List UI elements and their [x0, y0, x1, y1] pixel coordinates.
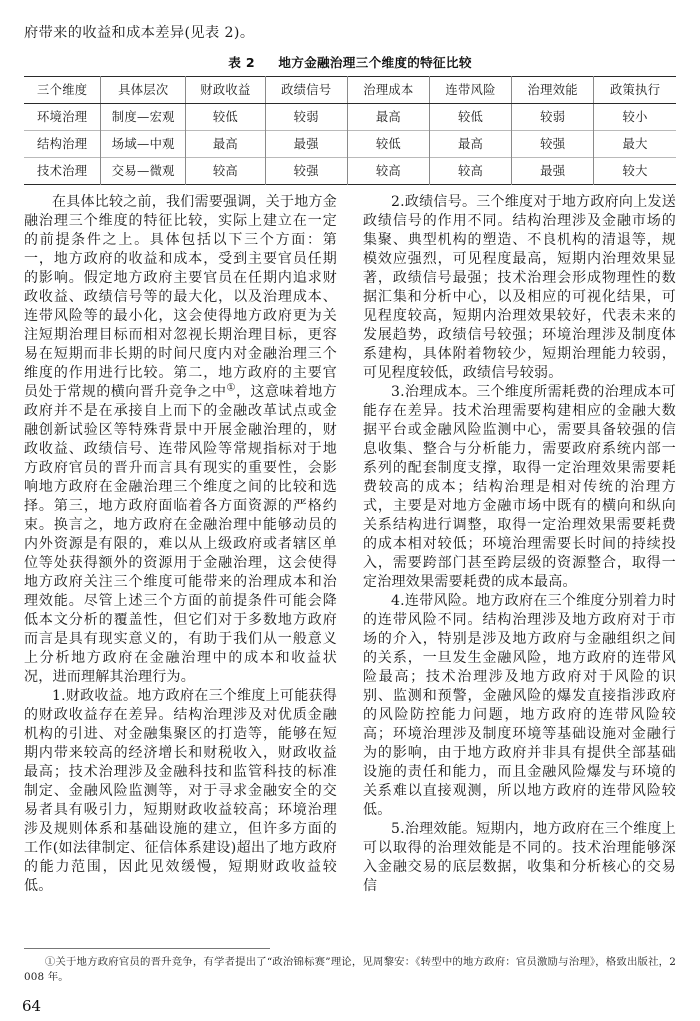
table-cell: 最强	[265, 131, 347, 158]
paragraph-governance-cost: 3.治理成本。三个维度所需耗费的治理成本可能存在差异。技术治理需要构建相应的金融大数据平台或金融风险监测中心，需要具备较强的信息收集、整合与分析能力，需要政府系统内部一系列的配套制度支撑，取得一定治理效果需要耗费较高的成本；结构治理是相对传统的治理方式，主要是对地方金融市场中既有的横向和纵向关系结构进行调整，取得一定治理效果需要耗费的成本相对较低；环境治理需要长时间的持续投入，需要跨部门甚至跨层级的资源整合，取得一定治理效果需要耗费的成本最高。	[363, 384, 676, 590]
table-header-cell: 政策执行	[594, 77, 676, 104]
table-cell: 较大	[594, 158, 676, 185]
table-header-cell: 连带风险	[429, 77, 511, 104]
paragraph-premises	[24, 193, 337, 687]
table-cell: 结构治理	[24, 131, 101, 158]
table-row	[24, 104, 676, 131]
table-cell: 较弱	[265, 104, 347, 131]
table-cell: 较低	[429, 104, 511, 131]
paragraph-governance-efficacy: 5.治理效能。短期内，地方政府在三个维度上可以取得的治理效能是不同的。技术治理能够深入金融交易的底层数据，收集和分析核心的交易信	[363, 821, 676, 894]
table-cell: 场域—中观	[101, 131, 186, 158]
paragraph-text: 在具体比较之前，我们需要强调，关于地方金融治理三个维度的特征比较，实际上建立在一定的前提条件之上。具体包括以下三个方面：第一，地方政府的收益和成本，受到主要官员任期的影响。假定地方政府主要官员在任期内追求财政收益、政绩信号等的最大化，以及治理成本、连带风险等的最小化，这会使得地方政府更为关注短期治理目标而相对忽视长期治理目标，更容易在短期而非长期的时间尺度内对金融治理三个维度的作用进行比较。第二，地方政府的主要官员处于常规的横向晋升竞争之中	[24, 194, 337, 400]
table-header-cell: 财政收益	[186, 77, 266, 104]
table-cell: 制度—宏观	[101, 104, 186, 131]
table-cell: 交易—微观	[101, 158, 186, 185]
table-cell: 最大	[594, 131, 676, 158]
table-cell: 较高	[429, 158, 511, 185]
table-header-cell: 具体层次	[101, 77, 186, 104]
paragraph-performance-signal: 2.政绩信号。三个维度对于地方政府向上发送政绩信号的作用不同。结构治理涉及金融市场的集聚、典型机构的塑造、不良机构的清退等，规模效应强烈，可见程度最高，短期内治理效果显著，政绩信号最强；技术治理会形成物理性的数据汇集和分析中心，以及相应的可视化结果，可见程度较高，短期内治理效果较好，代表未来的发展趋势，政绩信号较强；环境治理涉及制度体系建构，具体附着物较少，短期治理能力较弱，可见程度较低，政绩信号较弱。	[363, 194, 676, 381]
table-caption	[24, 55, 676, 71]
table-header-cell: 三个维度	[24, 77, 101, 104]
table-cell: 最强	[512, 158, 594, 185]
footnote-area	[24, 948, 676, 984]
footnote-reference-marker: ①	[226, 382, 236, 394]
table-header-cell: 政绩信号	[265, 77, 347, 104]
footnote-text: 关于地方政府官员的晋升竞争，有学者提出了“政治锦标赛”理论，见周黎安：《转型中的地方政府：官员激励与治理》，格致出版社，2008 年。	[24, 956, 676, 983]
table-header-cell: 治理效能	[512, 77, 594, 104]
footnote-entry	[24, 955, 676, 984]
right-column	[363, 193, 676, 938]
paragraph-text-cont: ，这意味着地方政府并不是在承接自上而下的金融改革试点或金融创新试验区等特殊背景中开展金融治理的，财政收益、政绩信号、连带风险等常规指标对于地方政府官员的晋升而言具有现实的重要性，会影响地方政府在金融治理三个维度之间的比较和选择。第三，地方政府面临着各方面资源的严格约束。换言之，地方政府在金融治理中能够动员的内外资源是有限的，难以从上级政府或者辖区单位等处获得额外的资源用于金融治理，这会使得地方政府关注三个维度可能带来的治理成本和治理效能。尽管上述三个方面的前提条件可能会降低本文分析的覆盖性，但它们对于多数地方政府而言是具有现实意义的，有助于我们从一般意义上分析地方政府在金融治理中的成本和收益状况，进而理解其治理行为。	[24, 384, 338, 685]
paragraph-fiscal-revenue: 1.财政收益。地方政府在三个维度上可能获得的财政收益存在差异。结构治理涉及对优质金融机构的引进、对金融集聚区的打造等，能够在短期内带来较高的经济增长和财税收入，财政收益最高；技术治理涉及金融科技和监管科技的标准制定、金融风险监测等，对于寻求金融安全的交易者具有吸引力，短期财政收益较高；环境治理涉及规则体系和基础设施的建立，但许多方面的工作(如法律制定、征信体系建设)超出了地方政府的能力范围，因此见效缓慢，短期财政收益较低。	[24, 688, 337, 894]
table-cell: 环境治理	[24, 104, 101, 131]
table-cell: 较低	[347, 131, 429, 158]
table-block	[24, 55, 676, 185]
table-cell: 最高	[186, 131, 266, 158]
body-columns	[24, 193, 676, 938]
table-cell: 较弱	[512, 104, 594, 131]
table-header-cell: 治理成本	[347, 77, 429, 104]
lead-line-text: 府带来的收益和成本差异(见表 2)。	[24, 25, 255, 41]
table-cell: 较高	[186, 158, 266, 185]
table-caption-label: 表 2	[228, 55, 255, 70]
table-row	[24, 131, 676, 158]
table-header-row	[24, 77, 676, 104]
table-cell: 最高	[429, 131, 511, 158]
table-cell: 最高	[347, 104, 429, 131]
table-cell: 较强	[265, 158, 347, 185]
left-column	[24, 193, 337, 938]
table-cell: 较高	[347, 158, 429, 185]
table-cell: 较强	[512, 131, 594, 158]
footnote-divider	[24, 948, 270, 949]
table-cell: 技术治理	[24, 158, 101, 185]
table-cell: 较小	[622, 109, 648, 124]
paragraph-joint-risk: 4.连带风险。地方政府在三个维度分别着力时的连带风险不同。结构治理涉及地方政府对于市场的介入，特别是涉及地方政府与金融组织之间的关系，一旦发生金融风险，地方政府的连带风险最高；技术治理涉及地方政府对于风险的识别、监测和预警，金融风险的爆发直接指涉政府的风险防控能力问题，地方政府的连带风险较高；环境治理涉及制度环境等基础设施对金融行为的影响，由于地方政府并非具有提供全部基础设施的责任和能力，而且金融风险爆发与环境的关系难以直接观测，所以地方政府的连带风险较低。	[363, 593, 676, 818]
feature-comparison-table	[24, 76, 676, 185]
page-number: 64	[22, 997, 42, 1015]
footnote-marker: ①	[44, 956, 56, 968]
table-cell: 较低	[186, 104, 266, 131]
table-caption-title: 地方金融治理三个维度的特征比较	[278, 55, 472, 70]
table-row	[24, 158, 676, 185]
